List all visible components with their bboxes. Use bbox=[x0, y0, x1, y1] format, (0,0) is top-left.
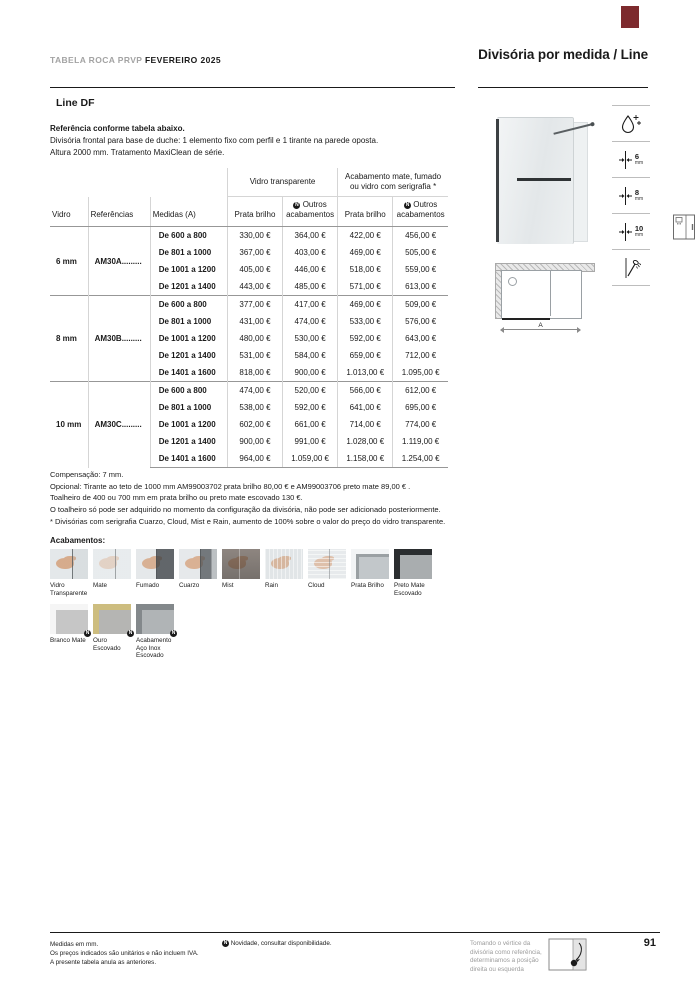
swatch-image-prata bbox=[351, 549, 389, 579]
towel-bar bbox=[517, 178, 571, 181]
swatch-label: Ouro Escovado bbox=[93, 637, 121, 652]
glass-thickness-icon bbox=[619, 222, 632, 242]
glass-panel bbox=[497, 117, 574, 244]
cell-price: 1.254,00 € bbox=[393, 450, 448, 468]
thickness-6mm-cell bbox=[612, 141, 650, 177]
acabamento-swatch-ouro bbox=[93, 604, 131, 660]
cell-price: 612,00 € bbox=[393, 382, 448, 400]
thickness-unit: mm bbox=[634, 232, 644, 238]
cell-vidro: 6 mm bbox=[50, 227, 88, 296]
table-row bbox=[50, 227, 448, 245]
group-header-acabamento: Acabamento mate, fumado ou vidro com serigrafia * bbox=[338, 168, 448, 197]
col-header-referencias: Referências bbox=[88, 197, 150, 227]
cell-price: 1.028,00 € bbox=[338, 433, 393, 450]
cell-price: 1.059,00 € bbox=[283, 450, 338, 468]
document-title-date: FEVEREIRO 2025 bbox=[144, 55, 221, 65]
table-group-header-row bbox=[50, 168, 448, 197]
price-table-body bbox=[50, 227, 448, 468]
cell-vidro: 10 mm bbox=[50, 382, 88, 468]
section-color-tab bbox=[621, 6, 639, 28]
acabamento-swatch-cuarzo bbox=[179, 549, 217, 597]
cell-price: 474,00 € bbox=[283, 313, 338, 330]
wall-profile bbox=[496, 119, 499, 242]
footer-note-line: Os preços indicados são unitários e não incluem IVA. bbox=[50, 950, 199, 957]
cell-price: 1.095,00 € bbox=[393, 364, 448, 382]
swatch-image-rain bbox=[265, 549, 303, 579]
maxiclean-drop-icon bbox=[619, 112, 643, 136]
swatch-image-mate bbox=[93, 549, 131, 579]
table-row bbox=[50, 382, 448, 400]
footer-note-line: A presente tabela anula as anteriores. bbox=[50, 959, 157, 966]
dimension-label bbox=[501, 322, 580, 329]
swatch-label: Prata Brilho bbox=[351, 582, 384, 589]
acabamento-swatch-mist bbox=[222, 549, 260, 597]
cell-price: 530,00 € bbox=[283, 330, 338, 347]
acabamento-swatch-rain bbox=[265, 549, 303, 597]
cell-price: 584,00 € bbox=[283, 347, 338, 364]
swatch-label: Mate bbox=[93, 582, 107, 589]
hand-shower-cell bbox=[612, 249, 650, 286]
footer-novidade-text: Novidade, consultar disponibilidade. bbox=[230, 940, 332, 947]
cell-price: 571,00 € bbox=[338, 278, 393, 296]
glass-panel-side bbox=[573, 122, 588, 242]
shower-enclosure-glyph bbox=[672, 212, 696, 242]
cell-referencia: AM30A......... bbox=[88, 227, 150, 296]
cell-price: 538,00 € bbox=[227, 399, 282, 416]
cell-medida: De 801 a 1000 bbox=[150, 313, 227, 330]
product-description-line2: Altura 2000 mm. Tratamento MaxiClean de série. bbox=[50, 147, 225, 157]
cell-price: 364,00 € bbox=[283, 227, 338, 245]
cell-price: 1.119,00 € bbox=[393, 433, 448, 450]
cell-price: 505,00 € bbox=[393, 244, 448, 261]
thickness-unit: mm bbox=[634, 196, 644, 202]
cell-price: 403,00 € bbox=[283, 244, 338, 261]
cell-price: 518,00 € bbox=[338, 261, 393, 278]
cell-price: 480,00 € bbox=[227, 330, 282, 347]
footer-orientation-diagram bbox=[548, 938, 588, 979]
cell-price: 774,00 € bbox=[393, 416, 448, 433]
fixed-panel-line bbox=[502, 318, 550, 321]
swatch-label: Cloud bbox=[308, 582, 325, 589]
page-heading: Divisória por medida / Line bbox=[478, 47, 648, 62]
cell-price: 422,00 € bbox=[338, 227, 393, 245]
cell-medida: De 801 a 1000 bbox=[150, 399, 227, 416]
cell-vidro: 8 mm bbox=[50, 296, 88, 382]
cell-price: 714,00 € bbox=[338, 416, 393, 433]
cell-price: 520,00 € bbox=[283, 382, 338, 400]
product-photo bbox=[487, 108, 600, 248]
swatch-image-ouro bbox=[93, 604, 131, 634]
novidade-icon: N bbox=[405, 202, 410, 208]
novidade-icon: N bbox=[295, 202, 299, 208]
swatch-label: Acabamento Aço Inox Escovado bbox=[136, 637, 172, 660]
cell-price: 566,00 € bbox=[338, 382, 393, 400]
cell-price: 377,00 € bbox=[227, 296, 282, 314]
panel-edge-line bbox=[550, 271, 551, 316]
price-table-grid bbox=[50, 168, 448, 468]
cell-price: 576,00 € bbox=[393, 313, 448, 330]
cell-medida: De 1201 a 1400 bbox=[150, 278, 227, 296]
glass-thickness-icon bbox=[619, 186, 632, 206]
document-title-light: TABELA ROCA PRVP bbox=[50, 55, 145, 65]
col-header-outros-2-label: Outros acabamentos bbox=[396, 200, 445, 219]
col-header-outros-1-label: Outros acabamentos bbox=[286, 200, 335, 219]
swatch-label: Rain bbox=[265, 582, 278, 589]
col-header-outros-2 bbox=[393, 197, 448, 227]
footer-novidade-note bbox=[222, 940, 332, 947]
group-header-transparente: Vidro transparente bbox=[227, 168, 337, 197]
cell-price: 1.013,00 € bbox=[338, 364, 393, 382]
col-header-medidas: Medidas (A) bbox=[150, 197, 227, 227]
table-notes bbox=[50, 469, 480, 528]
swatch-image-branco bbox=[50, 604, 88, 634]
product-name: Line DF bbox=[56, 97, 95, 109]
note-line: * Divisórias com serigrafia Cuarzo, Cloud, Mist e Rain, aumento de 100% sobre o valor do preço do vidro transparente. bbox=[50, 516, 446, 526]
drain-circle bbox=[508, 277, 517, 286]
cell-price: 469,00 € bbox=[338, 296, 393, 314]
note-line: O toalheiro só pode ser adquirido no momento da configuração da divisória, não pode ser adicionado posteriormente. bbox=[50, 505, 441, 515]
cell-price: 405,00 € bbox=[227, 261, 282, 278]
swatch-image-mist bbox=[222, 549, 260, 579]
cell-price: 900,00 € bbox=[227, 433, 282, 450]
maxiclean-icon-cell bbox=[612, 105, 650, 141]
col-header-prata-1: Prata brilho bbox=[227, 197, 282, 227]
cell-price: 695,00 € bbox=[393, 399, 448, 416]
dimension-line bbox=[501, 329, 580, 330]
footer-rule bbox=[50, 932, 660, 933]
novidade-icon: N bbox=[223, 940, 228, 946]
cell-price: 991,00 € bbox=[283, 433, 338, 450]
cell-price: 592,00 € bbox=[283, 399, 338, 416]
cell-medida: De 1201 a 1400 bbox=[150, 347, 227, 364]
cell-price: 900,00 € bbox=[283, 364, 338, 382]
cell-price: 474,00 € bbox=[227, 382, 282, 400]
cell-price: 469,00 € bbox=[338, 244, 393, 261]
acabamento-swatch-cloud bbox=[308, 549, 346, 597]
acabamentos-row-2 bbox=[50, 604, 174, 660]
cell-medida: De 1201 a 1400 bbox=[150, 433, 227, 450]
cell-price: 443,00 € bbox=[227, 278, 282, 296]
acabamentos-title: Acabamentos: bbox=[50, 536, 106, 545]
col-header-vidro: Vidro bbox=[50, 197, 88, 227]
cell-price: 592,00 € bbox=[338, 330, 393, 347]
col-header-prata-2: Prata brilho bbox=[338, 197, 393, 227]
footer-legal-notes bbox=[50, 940, 199, 967]
cell-price: 661,00 € bbox=[283, 416, 338, 433]
header-rule-left bbox=[50, 87, 455, 88]
dimension-label-text: A bbox=[538, 322, 543, 329]
cell-medida: De 1001 a 1200 bbox=[150, 416, 227, 433]
header-rule-right bbox=[478, 87, 648, 88]
cell-price: 456,00 € bbox=[393, 227, 448, 245]
cell-price: 602,00 € bbox=[227, 416, 282, 433]
cell-price: 533,00 € bbox=[338, 313, 393, 330]
page-number: 91 bbox=[643, 937, 656, 949]
swatch-image-vt bbox=[50, 549, 88, 579]
acabamentos-row-1 bbox=[50, 549, 432, 597]
thickness-8mm-cell bbox=[612, 177, 650, 213]
swatch-image-cuarzo bbox=[179, 549, 217, 579]
acabamento-swatch-prata bbox=[351, 549, 389, 597]
note-line: Opcional: Tirante ao teto de 1000 mm AM99003702 prata brilho 80,00 € e AM99003706 preto mate 89,00 € . bbox=[50, 481, 411, 491]
cell-price: 330,00 € bbox=[227, 227, 282, 245]
cell-price: 485,00 € bbox=[283, 278, 338, 296]
hand-shower-icon bbox=[621, 256, 641, 280]
dimension-a bbox=[501, 322, 580, 333]
technical-drawing bbox=[487, 255, 600, 333]
cell-price: 367,00 € bbox=[227, 244, 282, 261]
swatch-image-preto bbox=[394, 549, 432, 579]
cell-medida: De 1401 a 1600 bbox=[150, 364, 227, 382]
swatch-image-cloud bbox=[308, 549, 346, 579]
feature-icons-column bbox=[612, 105, 650, 286]
cell-price: 613,00 € bbox=[393, 278, 448, 296]
cell-price: 818,00 € bbox=[227, 364, 282, 382]
swatch-label: Fumado bbox=[136, 582, 160, 589]
cell-price: 659,00 € bbox=[338, 347, 393, 364]
shower-tray-outline bbox=[501, 270, 582, 319]
cell-medida: De 600 a 800 bbox=[150, 382, 227, 400]
cell-price: 417,00 € bbox=[283, 296, 338, 314]
cell-price: 446,00 € bbox=[283, 261, 338, 278]
cell-price: 509,00 € bbox=[393, 296, 448, 314]
reference-note: Referência conforme tabela abaixo. bbox=[50, 124, 185, 133]
cell-medida: De 1001 a 1200 bbox=[150, 330, 227, 347]
cell-price: 531,00 € bbox=[227, 347, 282, 364]
cell-medida: De 600 a 800 bbox=[150, 227, 227, 245]
note-line: Compensação: 7 mm. bbox=[50, 470, 124, 479]
novidade-icon: N bbox=[85, 630, 90, 636]
acabamento-swatch-branco bbox=[50, 604, 88, 660]
novidade-icon: N bbox=[128, 630, 133, 636]
thickness-10mm-cell bbox=[612, 213, 650, 249]
cell-referencia: AM30B......... bbox=[88, 296, 150, 382]
document-title bbox=[50, 55, 221, 65]
table-row bbox=[50, 296, 448, 314]
cell-medida: De 801 a 1000 bbox=[150, 244, 227, 261]
product-description bbox=[50, 135, 460, 158]
swatch-image-inox bbox=[136, 604, 174, 634]
cell-medida: De 1401 a 1600 bbox=[150, 450, 227, 468]
swatch-label: Branco Mate bbox=[50, 637, 86, 644]
acabamento-swatch-mate bbox=[93, 549, 131, 597]
cell-price: 643,00 € bbox=[393, 330, 448, 347]
swatch-label: Mist bbox=[222, 582, 234, 589]
cell-price: 964,00 € bbox=[227, 450, 282, 468]
orientation-diagram-glyph bbox=[548, 938, 588, 974]
price-table bbox=[50, 168, 448, 468]
acabamento-swatch-fumado bbox=[136, 549, 174, 597]
cell-medida: De 600 a 800 bbox=[150, 296, 227, 314]
swatch-image-fumado bbox=[136, 549, 174, 579]
footer-orientation-note: Tomando o vértice da divisória como referência, determinamos a posição direita ou esquerda bbox=[470, 940, 542, 973]
note-line: Toalheiro de 400 ou 700 mm em prata brilho ou preto mate escovado 130 €. bbox=[50, 493, 303, 503]
thickness-value: 8 bbox=[634, 188, 639, 197]
cell-price: 641,00 € bbox=[338, 399, 393, 416]
thickness-value: 10 bbox=[634, 224, 644, 233]
acabamento-swatch-preto bbox=[394, 549, 432, 597]
cell-price: 712,00 € bbox=[393, 347, 448, 364]
product-description-line1: Divisória frontal para base de duche: 1 elemento fixo com perfil e 1 tirante na parede oposta. bbox=[50, 136, 379, 145]
group-header-spacer bbox=[50, 168, 227, 197]
glass-thickness-icon bbox=[619, 150, 632, 170]
page-edge-index-icon bbox=[670, 207, 698, 247]
table-column-header-row bbox=[50, 197, 448, 227]
footer-note-line: Medidas em mm. bbox=[50, 941, 99, 948]
cell-price: 431,00 € bbox=[227, 313, 282, 330]
col-header-outros-1 bbox=[283, 197, 338, 227]
cell-price: 1.158,00 € bbox=[338, 450, 393, 468]
cell-price: 559,00 € bbox=[393, 261, 448, 278]
cell-medida: De 1001 a 1200 bbox=[150, 261, 227, 278]
thickness-unit: mm bbox=[634, 160, 644, 166]
cell-referencia: AM30C......... bbox=[88, 382, 150, 468]
swatch-label: Cuarzo bbox=[179, 582, 200, 589]
acabamento-swatch-inox bbox=[136, 604, 174, 660]
swatch-label: Preto Mate Escovado bbox=[394, 582, 425, 597]
thickness-value: 6 bbox=[634, 152, 639, 161]
swatch-label: Vidro Transparente bbox=[50, 582, 88, 597]
acabamento-swatch-vt bbox=[50, 549, 88, 597]
novidade-icon: N bbox=[171, 630, 176, 636]
